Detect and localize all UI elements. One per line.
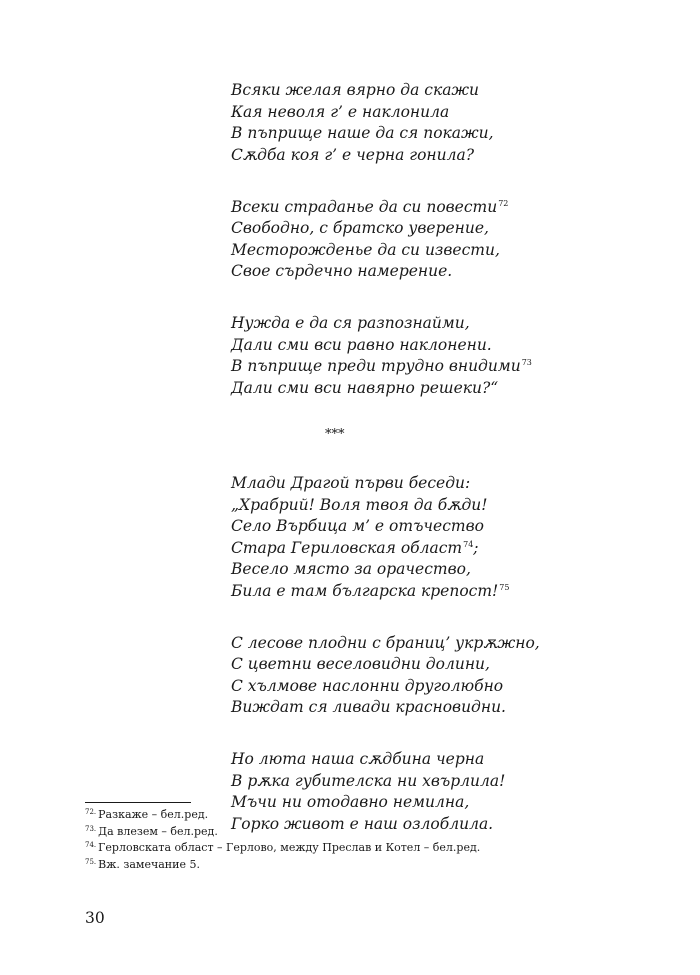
verse-text: Весело място за орачество, [231,560,471,578]
verse-text: Млади Драгой първи беседи: [231,474,471,492]
verse-punctuation: ; [473,538,479,557]
footnote-text: Вж. замечание 5. [98,857,200,871]
verse-line [231,197,671,219]
verse-line [231,538,671,560]
footnote [85,824,645,841]
verse-text: Горко живот е наш озлоблила. [231,814,494,833]
verse-line [231,676,671,698]
verse-line [231,218,671,240]
verse-line [231,240,671,262]
verse-line [231,633,671,655]
verse-text: С лесове плодни с браниц’ укрѫжно, [231,633,540,652]
verse-text: Месторожденье да си извести, [231,240,500,259]
stanza [231,473,671,602]
section-divider: *** [325,426,345,442]
verse-text: В рѫка губителска ни хвърлила! [231,771,506,790]
verse-line [231,771,671,793]
footnote [85,840,645,857]
stanza [231,80,671,166]
footnote-number: 75. [85,857,97,866]
verse-line [231,559,671,581]
verse-line [231,102,671,124]
verse-line [231,356,671,378]
verse-text: Виждат ся ливади красновидни. [231,698,506,716]
verse-line [231,123,671,145]
verse-text: Свое сърдечно намерение. [231,262,453,280]
footnote-reference: 75 [499,582,510,592]
verse-text: В пъприще преди трудно внидими [231,357,521,375]
verse-text: Била е там българска крепост! [231,581,499,600]
verse-text: Дали сми вси равно наклонени. [231,335,492,354]
verse-text: Но люта наша сѫдбина черна [231,750,485,768]
verse-line [231,473,671,495]
footnote-number: 72. [85,808,97,816]
verse-text: Всяки желая вярно да скажи [231,81,480,99]
footnotes [85,807,645,873]
verse-text: Кая неволя г’ е наклонила [231,102,450,121]
poem-part-1 [231,80,671,399]
footnote-reference: 72 [498,198,509,208]
verse-text: С хълмове наслонни друголюбно [231,676,504,695]
footnote-number: 73. [85,824,97,833]
verse-text: Всеки страданье да си повести [231,197,498,216]
poem [231,80,671,866]
verse-line [231,80,671,102]
stanza [231,313,671,399]
verse-text: Мъчи ни отодавно немилна, [231,793,470,811]
verse-line [231,378,671,400]
poem-part-2 [231,473,671,835]
footnote-text: Да влезем – бел.ред. [98,824,218,838]
verse-line [231,495,671,517]
verse-line [231,313,671,335]
footnote-text: Герловската област – Герлово, между Преслав и Котел – бел.ред. [98,841,481,854]
stanza [231,633,671,719]
footnote [85,857,645,874]
verse-text: Сѫдба коя г’ е черна гонила? [231,145,475,164]
footnote [85,807,645,824]
verse-line [231,335,671,357]
verse-line [231,516,671,538]
verse-line [231,261,671,283]
verse-text: С цветни веселовидни долини, [231,655,490,673]
footnote-reference: 74 [463,539,474,549]
footnote-reference: 73 [521,358,532,367]
verse-line [231,697,671,719]
verse-text: Стара Гериловская област [231,538,463,557]
verse-text: Дали сми вси навярно решеки?“ [231,378,499,397]
footnote-text: Разкаже – бел.ред. [98,808,209,821]
page-number: 30 [85,909,105,927]
verse-text: „Храбрий! Воля твоя да бѫди! [231,495,488,514]
verse-text: Нужда е да ся разпознайми, [231,314,470,332]
verse-text: В пъприще наше да ся покажи, [231,124,494,142]
verse-line [231,749,671,771]
verse-text: Свободно, с братско уверение, [231,219,489,237]
footnote-number: 74. [85,841,97,849]
verse-line [231,145,671,167]
verse-line [231,654,671,676]
verse-text: Село Върбица м’ е отъчество [231,517,484,535]
footnote-separator [85,802,191,803]
stanza [231,197,671,283]
verse-line [231,581,671,603]
